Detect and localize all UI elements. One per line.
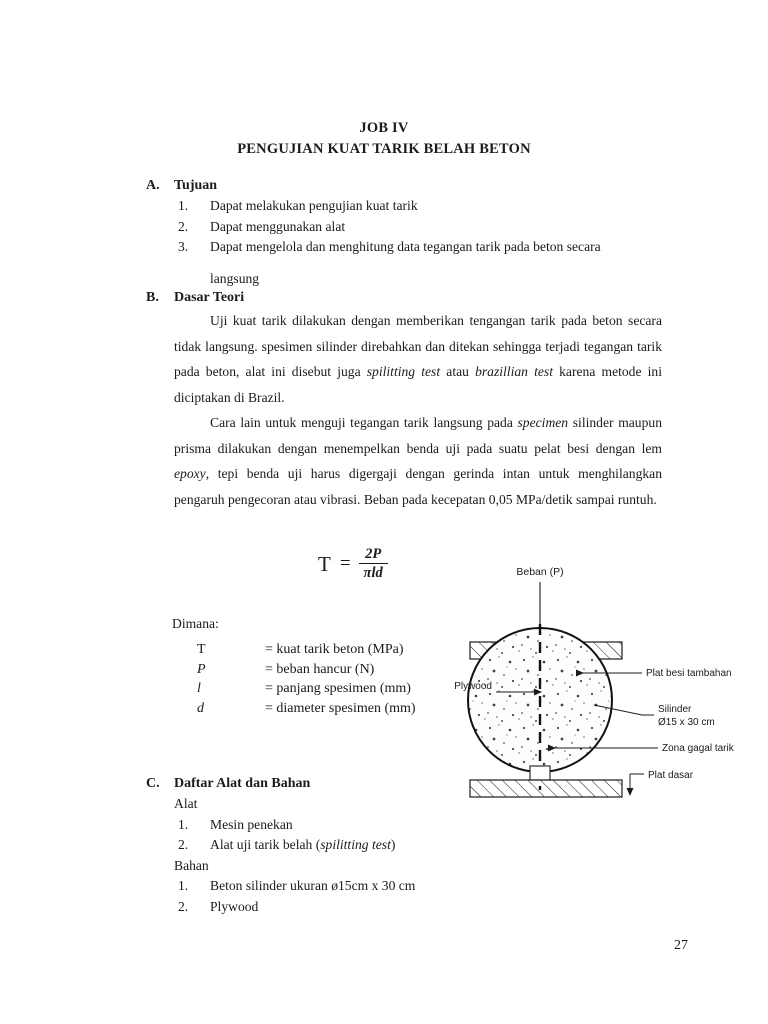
table-row: [197, 699, 416, 719]
page-title: [0, 118, 768, 160]
symbol-P: P: [197, 661, 206, 677]
para1-text-b: atau: [440, 364, 476, 379]
dasar-teori-paragraph-2: [146, 410, 662, 512]
section-c-heading: [146, 774, 662, 794]
definition-T: = kuat tarik beton (MPa): [265, 642, 404, 657]
symbol-definition-table: [197, 640, 416, 718]
alat-item-2-italic: spilitting test: [320, 837, 391, 852]
list-item-number: 2.: [178, 837, 189, 852]
list-item-text: Dapat menggunakan alat: [210, 218, 346, 234]
para1-text-c: karena metode ini diciptakan di Brazil.: [174, 364, 662, 405]
symbol-T: T: [197, 642, 206, 657]
para2-italic-specimen: specimen: [517, 415, 569, 430]
tensile-strength-formula: [318, 546, 388, 582]
list-item: [146, 815, 662, 836]
page-number: 27: [674, 938, 688, 953]
section-a-heading: [146, 176, 662, 196]
para2-text-b: silinder maupun prisma dilakukan dengan menempelkan benda uji pada suatu pelat besi dengan lem: [174, 415, 662, 456]
table-row: [197, 679, 416, 699]
para1-text-a: Uji kuat tarik dilakukan dengan memberikan tengangan tarik pada beton secara tidak langsung. spesimen silinder direbahkan dan ditekan sehingga terjadi tegangan tarik pada beton, alat ini disebut juga: [174, 313, 662, 379]
list-item-number: 1.: [178, 198, 189, 213]
alat-item-2-after: ): [390, 837, 396, 852]
list-item-text: Mesin penekan: [210, 816, 293, 832]
list-item-number: 3.: [178, 239, 189, 254]
formula-fraction: [359, 546, 388, 582]
definition-P: = beban hancur (N): [265, 661, 375, 677]
section-b-heading: [146, 288, 662, 308]
list-item-number: 1.: [178, 816, 189, 832]
symbol-l: l: [197, 681, 201, 696]
title-subject: PENGUJIAN KUAT TARIK BELAH BETON: [237, 141, 531, 157]
section-b-title: Dasar Teori: [174, 290, 245, 305]
diagram-cylinder-label-line2: Ø15 x 30 cm: [658, 717, 715, 728]
list-item: [146, 876, 662, 897]
formula-numerator: 2P: [365, 546, 382, 562]
list-item-text: [210, 835, 662, 856]
formula-lhs: T: [318, 551, 331, 576]
formula-equals: =: [339, 553, 351, 575]
alat-subheading: Alat: [174, 796, 198, 811]
alat-list: [146, 815, 662, 856]
list-item: [146, 835, 662, 856]
diagram-plywood-label: Plywood: [454, 681, 492, 692]
list-item: [146, 237, 662, 258]
list-item-text: Plywood: [210, 898, 259, 914]
dimana-label: Dimana:: [172, 616, 219, 631]
list-item-text: Dapat mengelola dan menghitung data tegangan tarik pada beton secara: [210, 239, 601, 254]
para2-text-a: Cara lain untuk menguji tegangan tarik langsung pada: [210, 415, 518, 430]
para2-italic-epoxy: epoxy: [174, 466, 206, 481]
section-c-title: Daftar Alat dan Bahan: [174, 776, 311, 791]
list-item-number: 1.: [178, 878, 189, 893]
para1-italic-spilitting: spilitting test: [366, 364, 441, 379]
list-item: [146, 897, 662, 918]
section-dasar-teori: [146, 288, 662, 512]
list-item-text: Beton silinder ukuran ø15cm x 30 cm: [210, 878, 416, 893]
diagram-load-label: Beban (P): [516, 566, 564, 578]
table-row: [197, 640, 416, 660]
alat-item-2-text: Alat uji tarik belah (: [210, 837, 321, 852]
definition-d: = diameter spesimen (mm): [265, 700, 416, 716]
list-item-number: 2.: [178, 898, 189, 914]
definition-l: = panjang spesimen (mm): [265, 681, 411, 696]
list-item-number: 2.: [178, 218, 189, 234]
tujuan-continuation: langsung: [210, 270, 260, 286]
diagram-plate-label: Plat besi tambahan: [646, 668, 732, 679]
list-item: [146, 196, 662, 217]
diagram-cylinder-label-line1: Silinder: [658, 704, 692, 715]
diagram-base-plate-label: Plat dasar: [648, 770, 694, 781]
tujuan-list: [146, 196, 662, 258]
table-row: [197, 660, 416, 680]
bahan-subheading: Bahan: [174, 857, 209, 873]
symbol-d: d: [197, 700, 204, 716]
section-c-letter: C.: [146, 776, 160, 791]
formula-denominator: πld: [363, 565, 383, 582]
section-tujuan: [146, 176, 662, 289]
title-job-number: JOB IV: [359, 120, 409, 136]
section-b-letter: B.: [146, 290, 159, 305]
section-a-letter: A.: [146, 178, 160, 193]
section-a-title: Tujuan: [174, 178, 218, 193]
para2-text-c: , tepi benda uji harus digergaji dengan gerinda intan untuk menghilangkan pengaruh pengecoran atau vibrasi. Beban pada kecepatan 0,05 MPa/detik sampai runtuh.: [174, 466, 662, 507]
diagram-failure-zone-label: Zona gagal tarik: [662, 743, 734, 754]
para1-italic-brazillian: brazillian test: [475, 364, 553, 379]
list-item-text: Dapat melakukan pengujian kuat tarik: [210, 198, 418, 213]
dasar-teori-paragraph-1: [146, 308, 662, 410]
list-item: [146, 217, 662, 238]
section-daftar-alat-dan-bahan: [146, 774, 662, 917]
bahan-list: [146, 876, 662, 917]
